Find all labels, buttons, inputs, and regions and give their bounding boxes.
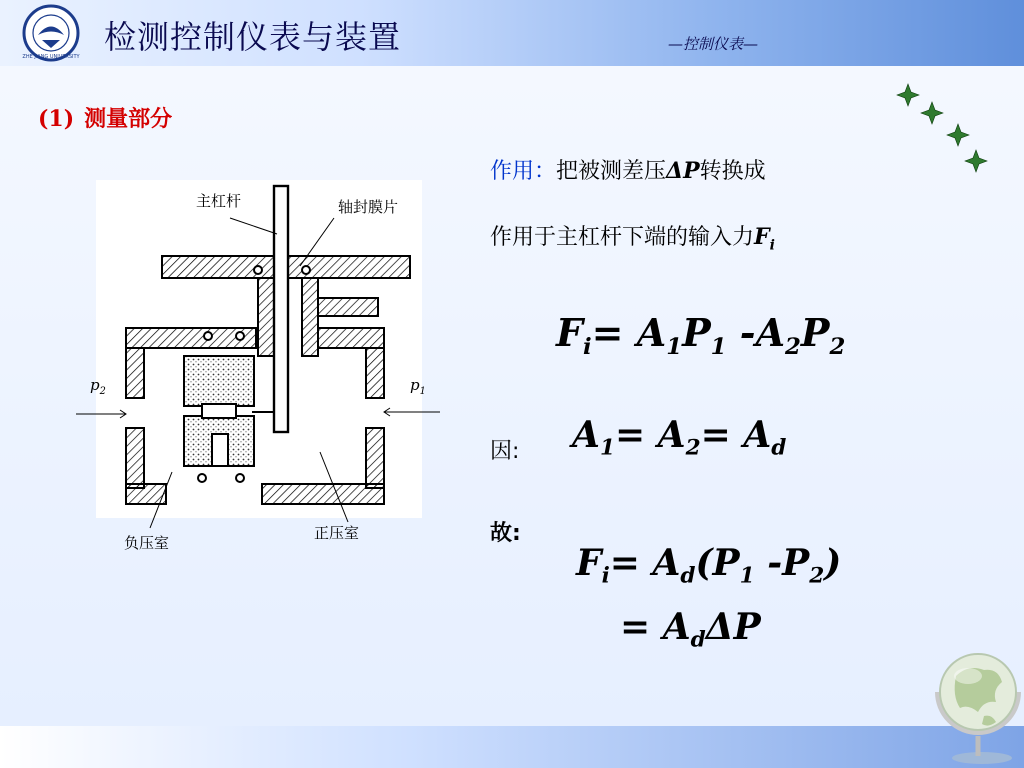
university-logo-icon	[20, 4, 82, 62]
equation-result-simplified: = $A_d\Delta P$	[620, 606, 761, 653]
equation-equal-areas: $A_1= A_2= A_d$	[572, 414, 787, 461]
section-heading	[38, 102, 172, 133]
effect-line-1: 作用：把被测差压ΔP转换成	[490, 158, 766, 184]
label-seal-diaphragm: 轴封膜片	[338, 198, 399, 216]
header-bar	[0, 0, 1024, 66]
label-p2: $p_2$	[90, 376, 106, 397]
footer-bar	[0, 726, 1024, 768]
label-main-lever: 主杠杆	[196, 192, 242, 210]
sparkle-star-icon	[897, 84, 919, 106]
equation-input-force: $F_i= A_1P_1$ $-A_2P_2$	[556, 310, 846, 360]
sparkle-stars-decoration	[880, 68, 1000, 178]
logo-text: ZHE JIANG UNIVERSITY	[22, 54, 80, 60]
because-label: 因:	[490, 439, 520, 464]
globe-icon	[926, 640, 1024, 768]
equation-result: $F_i= A_d(P_1$ $-P_2$)	[576, 542, 842, 589]
label-positive-chamber: 正压室	[314, 524, 360, 542]
label-negative-chamber: 负压室	[124, 534, 170, 552]
therefore-label: 故:	[490, 521, 521, 546]
sparkle-star-icon	[921, 102, 943, 124]
diagram-drawing	[72, 178, 442, 558]
sparkle-star-icon	[965, 150, 987, 172]
label-p1: $p_1$	[410, 376, 426, 397]
section-number: (1)	[38, 106, 75, 132]
sparkle-star-icon	[947, 124, 969, 146]
page-subtitle: —控制仪表—	[668, 35, 759, 53]
effect-label: 作用：	[490, 159, 557, 184]
effect-line-2: 作用于主杠杆下端的输入力$F_i$	[490, 224, 775, 254]
page-title: 检测控制仪表与装置	[104, 18, 402, 56]
section-title: 测量部分	[84, 107, 173, 132]
differential-pressure-diagram	[72, 178, 442, 558]
